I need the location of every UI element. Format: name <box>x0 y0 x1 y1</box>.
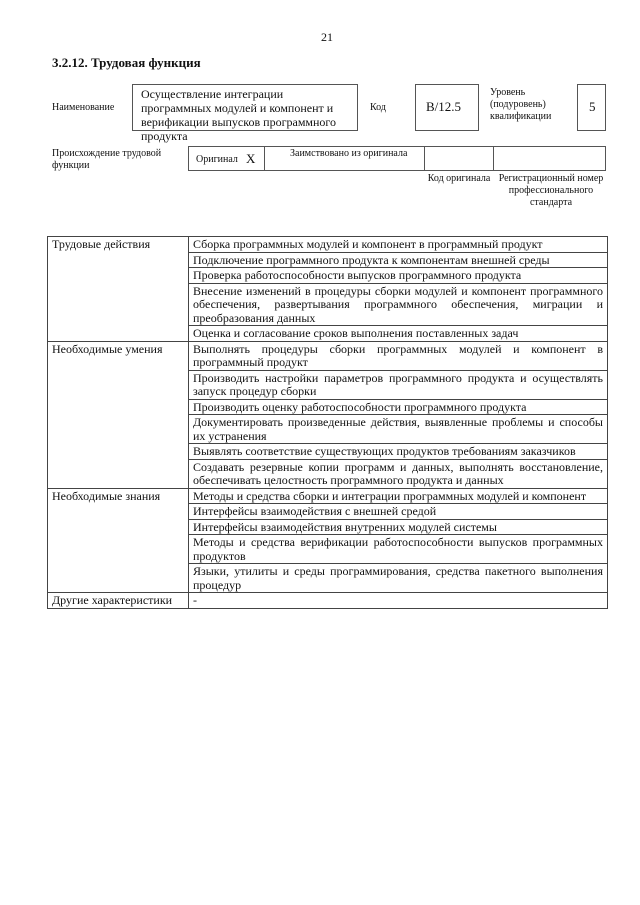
original-label: Оригинал <box>196 154 238 165</box>
code-label: Код <box>370 102 386 113</box>
group-item: Документировать произведенные действия, выявленные проблемы и способы их устранения <box>189 415 608 444</box>
group-item: Производить настройки параметров программного продукта и осуществлять запуск процедур сборки <box>189 370 608 399</box>
group-item: Проверка работоспособности выпусков программного продукта <box>189 268 608 284</box>
name-label: Наименование <box>52 102 115 113</box>
table-row <box>48 593 608 609</box>
group-item: Интерфейсы взаимодействия внутренних модулей системы <box>189 519 608 535</box>
group-item: Сборка программных модулей и компонент в программный продукт <box>189 237 608 253</box>
group-item: - <box>189 593 608 609</box>
group-item: Методы и средства сборки и интеграции программных модулей и компонент <box>189 488 608 504</box>
borrowed-cell: Заимствовано из оригинала <box>264 146 425 171</box>
table-row <box>48 488 608 504</box>
group-item: Оценка и согласование сроков выполнения поставленных задач <box>189 326 608 342</box>
level-label: Уровень (подуровень) квалификации <box>490 87 552 122</box>
reg-number-cell <box>493 146 606 171</box>
origin-label: Происхождение трудовой функции <box>52 148 162 171</box>
group-item: Подключение программного продукта к компонентам внешней среды <box>189 252 608 268</box>
table-row <box>48 341 608 370</box>
section-title: 3.2.12. Трудовая функция <box>52 55 201 70</box>
origin-code-cell <box>424 146 494 171</box>
group-item: Внесение изменений в процедуры сборки модулей и компонент программного обеспечения, развертывания программного обеспечения, миграции и преобразования данных <box>189 283 608 326</box>
page-number: 21 <box>321 30 333 44</box>
group-item: Выполнять процедуры сборки программных модулей и компонент в программный продукт <box>189 341 608 370</box>
group-label: Другие характеристики <box>48 593 189 609</box>
function-details-table <box>47 236 608 609</box>
group-item: Создавать резервные копии программ и данных, выполнять восстановление, обеспечивать целостность программного продукта и данных <box>189 459 608 488</box>
group-item: Методы и средства верификации работоспособности выпусков программных продуктов <box>189 535 608 564</box>
table-row <box>48 237 608 253</box>
group-label: Необходимые умения <box>48 341 189 488</box>
original-cell <box>188 146 265 171</box>
name-value: Осуществление интеграции программных модулей и компонент и верификации выпусков программного продукта <box>132 84 358 131</box>
level-value: 5 <box>577 84 606 131</box>
original-mark: X <box>246 151 256 166</box>
group-label: Необходимые знания <box>48 488 189 593</box>
origin-code-caption: Код оригинала <box>427 173 491 184</box>
reg-number-caption: Регистрационный номер профессионального стандарта <box>498 173 604 208</box>
code-value: B/12.5 <box>415 84 479 131</box>
group-item: Производить оценку работоспособности программного продукта <box>189 399 608 415</box>
group-label: Трудовые действия <box>48 237 189 342</box>
group-item: Интерфейсы взаимодействия с внешней средой <box>189 504 608 520</box>
group-item: Языки, утилиты и среды программирования, средства пакетного выполнения процедур <box>189 564 608 593</box>
group-item: Выявлять соответствие существующих продуктов требованиям заказчиков <box>189 444 608 460</box>
